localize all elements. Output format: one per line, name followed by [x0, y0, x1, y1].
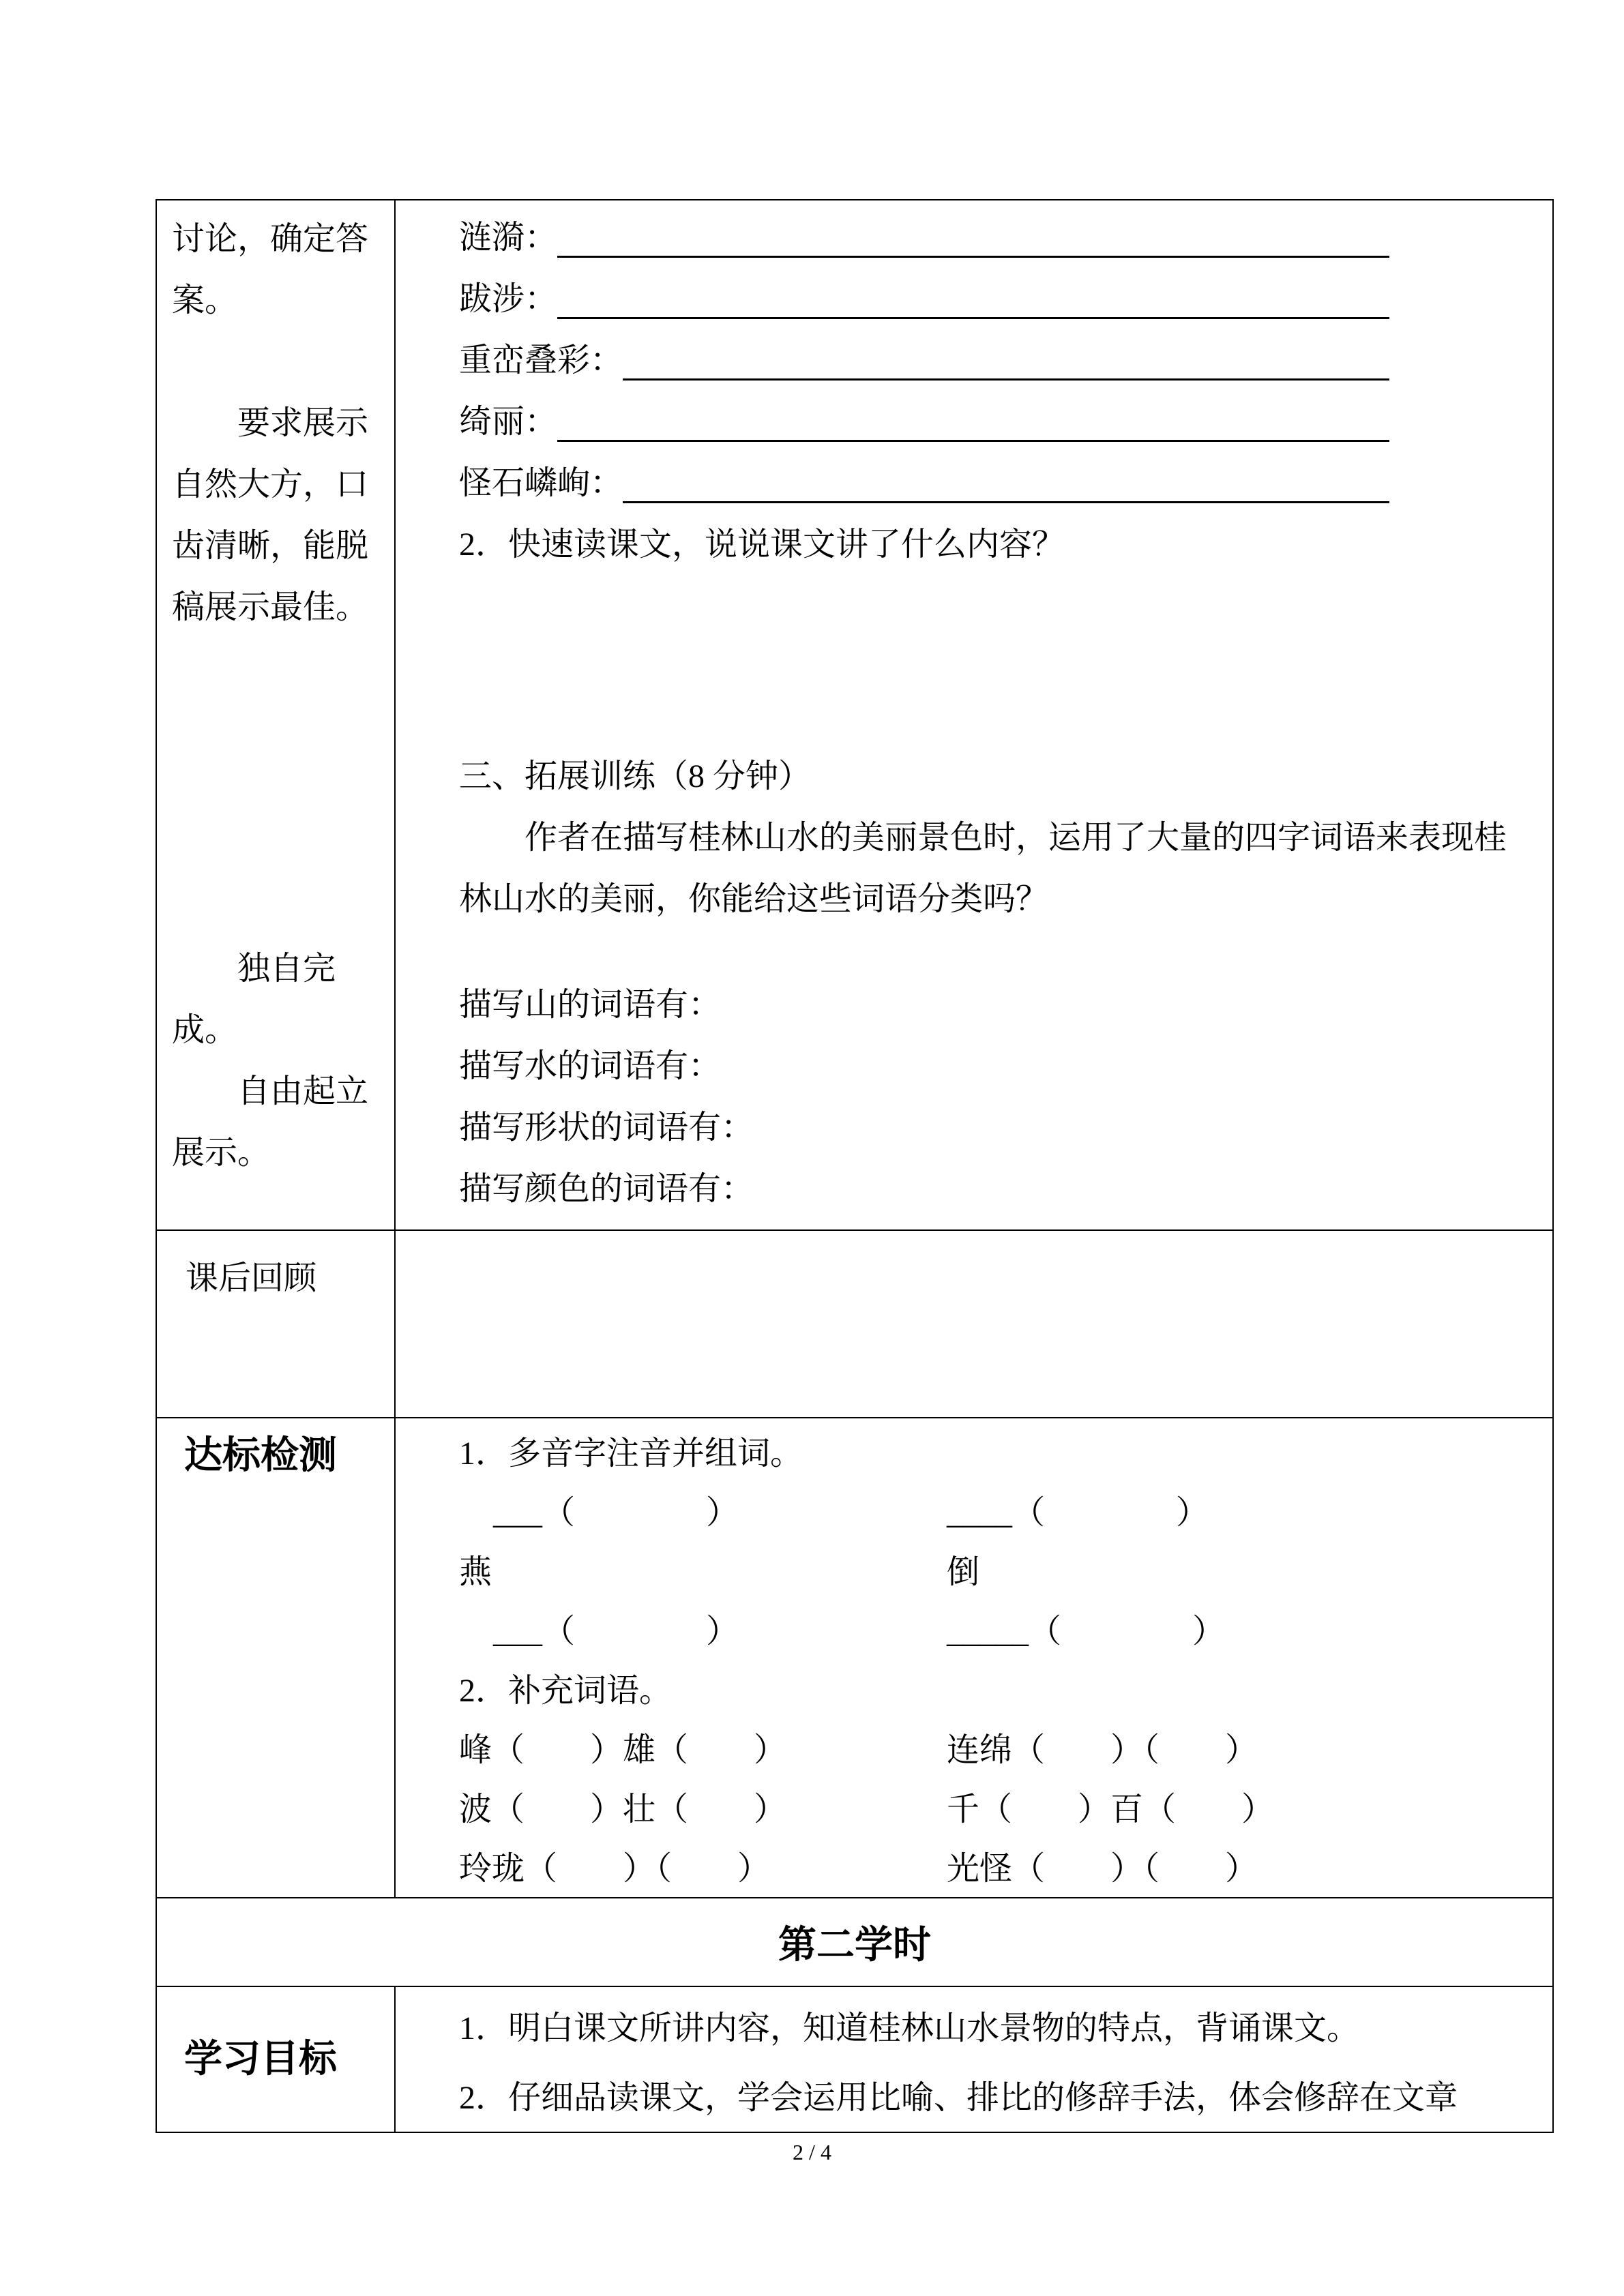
lesson-plan-table	[156, 199, 1554, 2133]
fill-blank-line	[459, 391, 1389, 453]
word-completion-row	[459, 1780, 1539, 1839]
word-completion-row	[459, 1839, 1539, 1897]
fill-blank-underline	[623, 330, 1389, 381]
section-body-line: 作者在描写桂林山水的美丽景色时，运用了大量的四字词语来表现桂	[525, 820, 1507, 856]
assessment-question: 1．多音字注音并组词。	[459, 1435, 803, 1472]
row-assessment	[157, 1417, 1552, 1897]
word-completion-item: 峰（ ）雄（ ）	[459, 1732, 787, 1768]
classify-line: 描写形状的词语有：	[459, 1109, 754, 1146]
fill-blank-label: 怪石嶙峋：	[459, 465, 623, 501]
goal-item: 2．仔细品读课文，学会运用比喻、排比的修辞手法，体会修辞在文章	[459, 2080, 1458, 2116]
page-number: 2 / 4	[793, 2140, 831, 2164]
fill-blank-label: 涟漪：	[459, 220, 558, 256]
polyphone-character: 燕	[459, 1554, 492, 1590]
assessment-question: 2．补充词语。	[459, 1673, 673, 1709]
polyphone-blank-row	[459, 1602, 1539, 1661]
assessment-left-cell	[157, 1418, 396, 1897]
classify-line: 描写山的词语有：	[459, 987, 722, 1023]
section-title: 三、拓展训练（8 分钟）	[459, 758, 812, 794]
section-body-line: 林山水的美丽，你能给这些词语分类吗？	[459, 881, 1049, 917]
fill-blank-label: 跋涉：	[459, 281, 558, 317]
fill-blank-underline	[623, 453, 1389, 503]
goals-right-cell	[396, 1987, 1552, 2132]
guidance-note-line: 案。	[172, 282, 238, 318]
guidance-note-line: 自由起立	[237, 1073, 369, 1109]
goal-item: 1．明白课文所讲内容，知道桂林山水景物的特点，背诵课文。	[459, 2010, 1360, 2046]
guidance-note-line: 成。	[172, 1012, 238, 1048]
row-review	[157, 1229, 1552, 1417]
classify-line: 描写颜色的词语有：	[459, 1171, 754, 1207]
review-label: 课后回顾	[186, 1260, 317, 1296]
guidance-left-cell	[157, 200, 396, 1229]
guidance-right-cell	[396, 200, 1552, 1229]
fill-blank-underline	[557, 207, 1389, 258]
word-completion-item: 波（ ）壮（ ）	[459, 1791, 787, 1828]
guidance-note-line: 稿展示最佳。	[172, 589, 369, 625]
question-line: 2．快速读课文，说说课文讲了什么内容？	[459, 526, 1065, 563]
fill-blank-underline	[557, 269, 1389, 319]
goals-label: 学习目标	[184, 2038, 337, 2081]
guidance-note-line: 齿清晰，能脱	[172, 528, 369, 564]
goals-left-cell	[157, 1987, 396, 2132]
fill-blank-label: 绮丽：	[459, 404, 558, 440]
polyphone-char-row	[459, 1542, 1539, 1602]
polyphone-blank: _____（ ）	[947, 1613, 1226, 1650]
guidance-note-line: 展示。	[172, 1135, 271, 1171]
polyphone-blank-row	[459, 1483, 1539, 1542]
fill-blank-underline	[557, 391, 1389, 442]
fill-blank-line	[459, 269, 1389, 330]
fill-blank-line	[459, 207, 1389, 269]
word-completion-item: 玲珑（ ）（ ）	[459, 1851, 771, 1887]
guidance-note-line: 自然大方，口	[172, 466, 369, 503]
fill-blank-line	[459, 330, 1389, 391]
polyphone-character: 倒	[947, 1554, 980, 1590]
polyphone-blank: ____（ ）	[947, 1495, 1209, 1531]
row-session2	[157, 1897, 1552, 1986]
review-right-cell	[396, 1231, 1552, 1417]
word-completion-item: 光怪（ ）（ ）	[947, 1851, 1258, 1887]
row-guidance	[157, 200, 1552, 1229]
word-completion-item: 连绵（ ）（ ）	[947, 1732, 1258, 1768]
guidance-note-line: 讨论，确定答	[172, 221, 369, 257]
polyphone-blank: ___（ ）	[493, 1495, 739, 1531]
review-left-cell	[157, 1231, 396, 1417]
fill-blank-line	[459, 453, 1389, 514]
assessment-right-cell	[396, 1418, 1552, 1897]
classify-line: 描写水的词语有：	[459, 1048, 722, 1084]
assessment-label: 达标检测	[184, 1435, 337, 1477]
fill-blank-label: 重峦叠彩：	[459, 342, 623, 378]
row-goals	[157, 1986, 1552, 2132]
polyphone-blank: ___（ ）	[493, 1613, 739, 1650]
guidance-note-line: 独自完	[237, 951, 336, 987]
guidance-note-line: 要求展示	[237, 405, 369, 441]
word-completion-item: 千（ ）百（ ）	[947, 1791, 1275, 1828]
word-completion-row	[459, 1720, 1539, 1780]
session2-title: 第二学时	[778, 1924, 931, 1967]
